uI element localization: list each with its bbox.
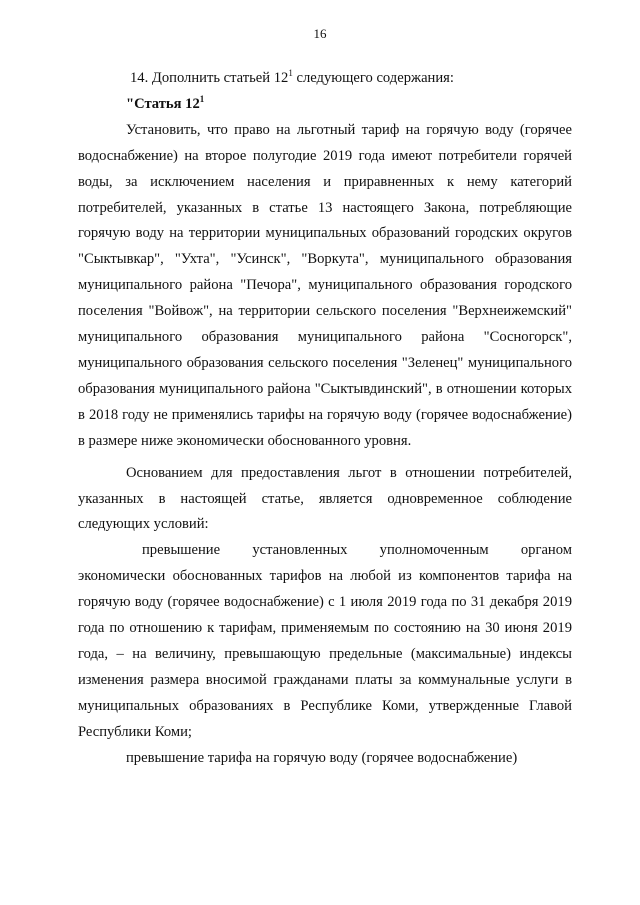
amendment-intro xyxy=(78,66,572,92)
paragraph-preferential-tariff: Установить, что право на льготный тариф на горячую воду (горячее водоснабжение) на второе полугодие 2019 года имеют потребители горячей воды, за исключением населения и приравненных к нему категорий потребителей, указанных в статье 13 настоящего Закона, потребляющие горячую воду на территории муниципальных образований городских округов "Сыктывкар", "Ухта", "Усинск", "Воркута", муниципального образования муниципального района "Печора", муниципального образования городского поселения "Войвож", на территории сельского поселения "Верхнеижемский" муниципального образования муниципального района "Сосногорск", муниципального образования сельского поселения "Зеленец" муниципального образования муниципального района "Сыктывдинский", в отношении которых в 2018 году не применялись тарифы на горячую воду (горячее водоснабжение) в размере ниже экономически обоснованного уровня. xyxy=(78,121,572,449)
paragraph-condition-2: превышение тарифа на горячую воду (горячее водоснабжение) xyxy=(126,749,518,766)
amendment-intro-text: 14. Дополнить статьей 12 xyxy=(130,70,289,86)
document-body xyxy=(78,64,572,771)
article-title-text: "Статья 12 xyxy=(126,95,200,112)
paragraph-grounds: Основанием для предоставления льгот в отношении потребителей, указанных в настоящей статье, является одновременное соблюдение следующих условий: xyxy=(78,464,572,533)
article-title-superscript: 1 xyxy=(199,93,205,104)
paragraph-condition-1: превышение установленных уполномоченным органом экономически обоснованных тарифов на любой из компонентов тарифа на горячую воду (горячее водоснабжение) с 1 июля 2019 года по 31 декабря 2019 года по отношению к тарифам, применяемым по состоянию на 30 июня 2019 года, – на величину, превышающую предельные (максимальные) индексы изменения размера вносимой гражданами платы за коммунальные услуги в муниципальных образованиях в Республике Коми, утвержденные Главой Республики Коми; xyxy=(78,542,572,740)
page-number: 16 xyxy=(313,26,327,41)
article-title xyxy=(78,92,572,118)
amendment-intro-superscript: 1 xyxy=(288,68,293,78)
amendment-intro-tail: следующего содержания: xyxy=(292,70,454,86)
